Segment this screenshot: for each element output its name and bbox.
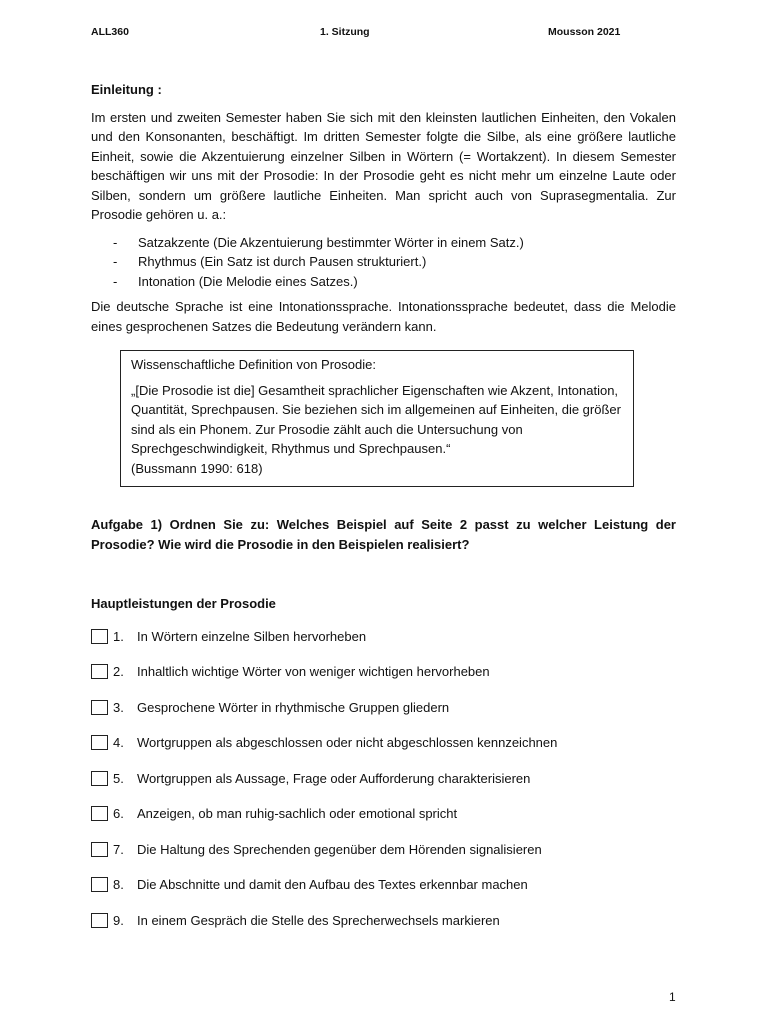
intro-heading: Einleitung : [91, 82, 162, 97]
checkbox[interactable] [91, 913, 108, 928]
definition-quote: „[Die Prosodie ist die] Gesamtheit sprachlicher Eigenschaften wie Akzent, Intonation, Quantität, Sprechpausen. Sie beziehen sich im allgemeinen auf Einheiten, die größer sind als ein Phonem. Zur Prosodie zählt auch die Untersuchung von Sprechgeschwindigkeit, Rhythmus und Sprechpausen.“ [131, 382, 621, 456]
checkbox[interactable] [91, 735, 108, 750]
checklist-item: 2. Inhaltlich wichtige Wörter von weniger wichtigen hervorheben [91, 662, 676, 698]
intro-paragraph: Im ersten und zweiten Semester haben Sie sich mit den kleinsten lautlichen Einheiten, den Vokalen und den Konsonanten, beschäftigt. Im dritten Semester folgte die Silbe, als eine größere lautliche Einheit, sowie die Akzentuierung einzelner Silben in Wörtern (= Wortakzent). In diesem Semester beschäftigen wir uns mit der Prosodie: In der Prosodie geht es nicht mehr um einzelne Laute oder Silben, sondern um größere lautliche Einheiten. Man spricht auch von Suprasegmentalia. Zur Prosodie gehören u. a.: [91, 109, 676, 222]
header-course: ALL360 [91, 26, 129, 38]
header-author: Mousson 2021 [548, 26, 621, 38]
checklist-item: 7. Die Haltung des Sprechenden gegenüber dem Hörenden signalisieren [91, 840, 676, 876]
checklist-item: 1. In Wörtern einzelne Silben hervorheben [91, 627, 676, 663]
functions-heading: Hauptleistungen der Prosodie [91, 596, 276, 611]
checkbox[interactable] [91, 877, 108, 892]
checkbox[interactable] [91, 806, 108, 821]
checkbox[interactable] [91, 842, 108, 857]
checkbox[interactable] [91, 629, 108, 644]
checklist-item: 4. Wortgruppen als abgeschlossen oder nicht abgeschlossen kennzeichnen [91, 733, 676, 769]
main-content [91, 80, 676, 946]
list-item: - Rhythmus (Ein Satz ist durch Pausen strukturiert.) [113, 254, 427, 269]
task-heading: Aufgabe 1) Ordnen Sie zu: Welches Beispiel auf Seite 2 passt zu welcher Leistung der Prosodie? Wie wird die Prosodie in den Beispielen realisiert? [91, 517, 676, 552]
checklist-item: 8. Die Abschnitte und damit den Aufbau des Textes erkennbar machen [91, 875, 676, 911]
functions-checklist [91, 627, 676, 947]
definition-citation: (Bussmann 1990: 618) [131, 460, 263, 476]
checkbox[interactable] [91, 700, 108, 715]
checkbox[interactable] [91, 771, 108, 786]
checkbox[interactable] [91, 664, 108, 679]
list-item: - Satzakzente (Die Akzentuierung bestimmter Wörter in einem Satz.) [113, 234, 524, 250]
checklist-item: 5. Wortgruppen als Aussage, Frage oder Aufforderung charakterisieren [91, 769, 676, 805]
prosody-components-list [91, 233, 676, 292]
definition-box [120, 350, 634, 487]
list-item: - Intonation (Die Melodie eines Satzes.) [113, 273, 358, 289]
intonation-paragraph: Die deutsche Sprache ist eine Intonationssprache. Intonationssprache bedeutet, dass die Melodie eines gesprochenen Satzes die Bedeutung verändern kann. [91, 299, 676, 334]
header-session: 1. Sitzung [320, 26, 370, 38]
checklist-item: 3. Gesprochene Wörter in rhythmische Gruppen gliedern [91, 698, 676, 734]
definition-title: Wissenschaftliche Definition von Prosodie: [131, 357, 376, 372]
checklist-item: 9. In einem Gespräch die Stelle des Sprecherwechsels markieren [91, 911, 676, 947]
checklist-item: 6. Anzeigen, ob man ruhig-sachlich oder emotional spricht [91, 804, 676, 840]
page-number: 1 [669, 990, 676, 1004]
